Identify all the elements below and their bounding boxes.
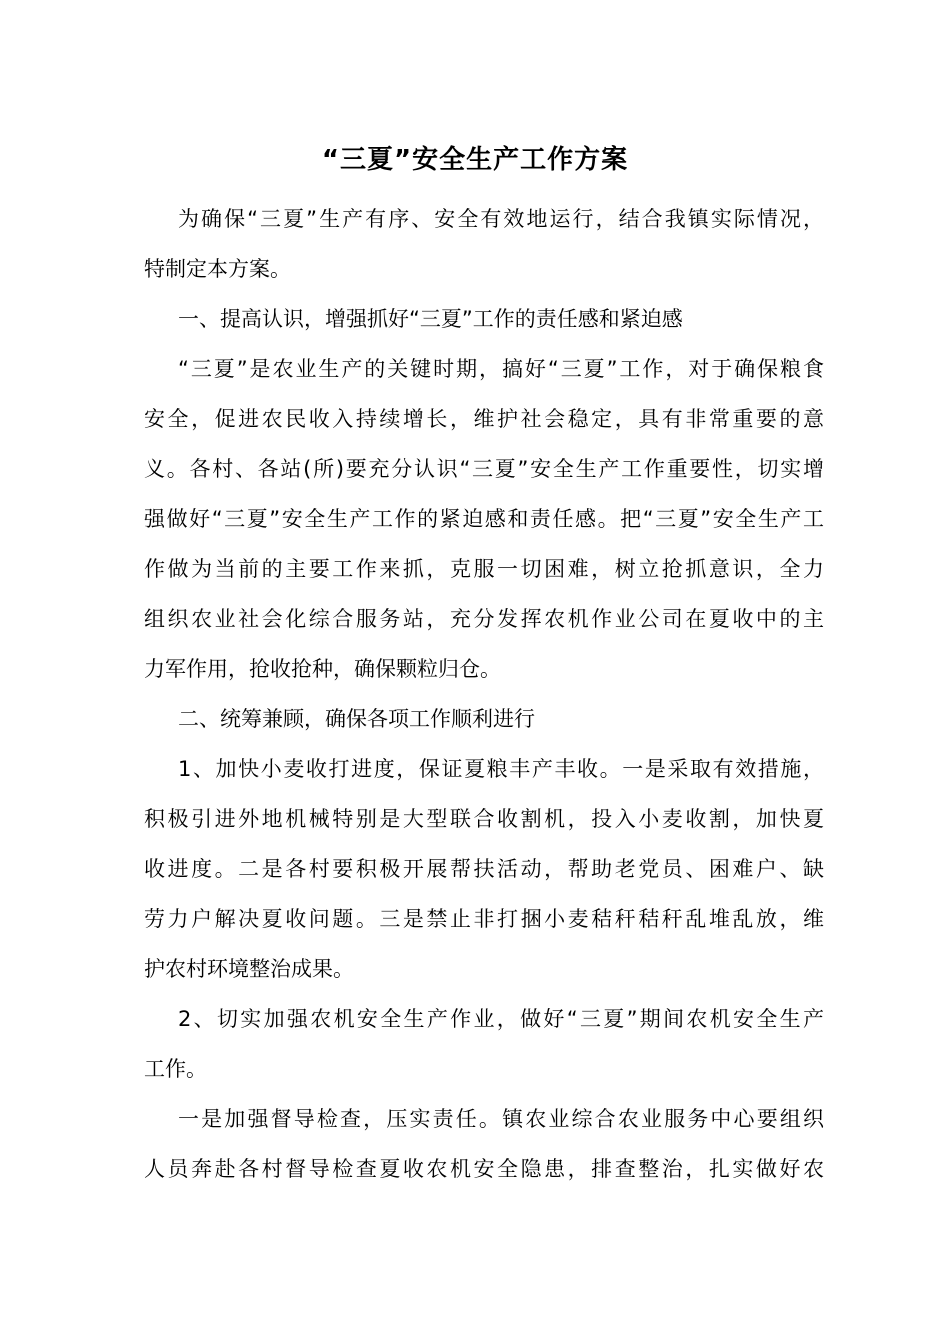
paragraph-line: 为确保“三夏”生产有序、安全有效地运行，结合我镇实际情况， [178, 207, 824, 231]
paragraph-line: 护农村环境整治成果。 [144, 957, 354, 981]
paragraph-line: 作做为当前的主要工作来抓，克服一切困难，树立抢抓意识，全力 [144, 557, 824, 581]
section-heading: 一、提高认识，增强抓好“三夏”工作的责任感和紧迫感 [178, 307, 683, 331]
paragraph-line: “三夏”是农业生产的关键时期，搞好“三夏”工作，对于确保粮食 [178, 357, 824, 381]
section-heading: 二、统筹兼顾，确保各项工作顺利进行 [178, 707, 535, 731]
paragraph-line: 强做好“三夏”安全生产工作的紧迫感和责任感。把“三夏”安全生产工 [144, 507, 824, 531]
paragraph-line: 安全，促进农民收入持续增长，维护社会稳定，具有非常重要的意 [144, 407, 824, 431]
paragraph-line: 收进度。二是各村要积极开展帮扶活动，帮助老党员、困难户、缺 [144, 857, 824, 881]
paragraph-line: 人员奔赴各村督导检查夏收农机安全隐患，排查整治，扎实做好农 [144, 1157, 824, 1181]
document-title: “三夏”安全生产工作方案 [321, 145, 629, 175]
paragraph-line: 2、切实加强农机安全生产作业，做好“三夏”期间农机安全生产 [178, 1007, 824, 1031]
paragraph-line: 积极引进外地机械特别是大型联合收割机，投入小麦收割，加快夏 [144, 807, 824, 831]
paragraph-line: 义。各村、各站(所)要充分认识“三夏”安全生产工作重要性，切实增 [144, 457, 824, 481]
paragraph-line: 力军作用，抢收抢种，确保颗粒归仓。 [144, 657, 501, 681]
paragraph-line: 组织农业社会化综合服务站，充分发挥农机作业公司在夏收中的主 [144, 607, 824, 631]
paragraph-line: 特制定本方案。 [144, 257, 291, 281]
paragraph-line: 1、加快小麦收打进度，保证夏粮丰产丰收。一是采取有效措施， [178, 757, 824, 781]
paragraph-line: 一是加强督导检查，压实责任。镇农业综合农业服务中心要组织 [178, 1107, 824, 1131]
paragraph-line: 劳力户解决夏收问题。三是禁止非打捆小麦秸秆秸秆乱堆乱放，维 [144, 907, 824, 931]
paragraph-line: 工作。 [144, 1057, 207, 1081]
